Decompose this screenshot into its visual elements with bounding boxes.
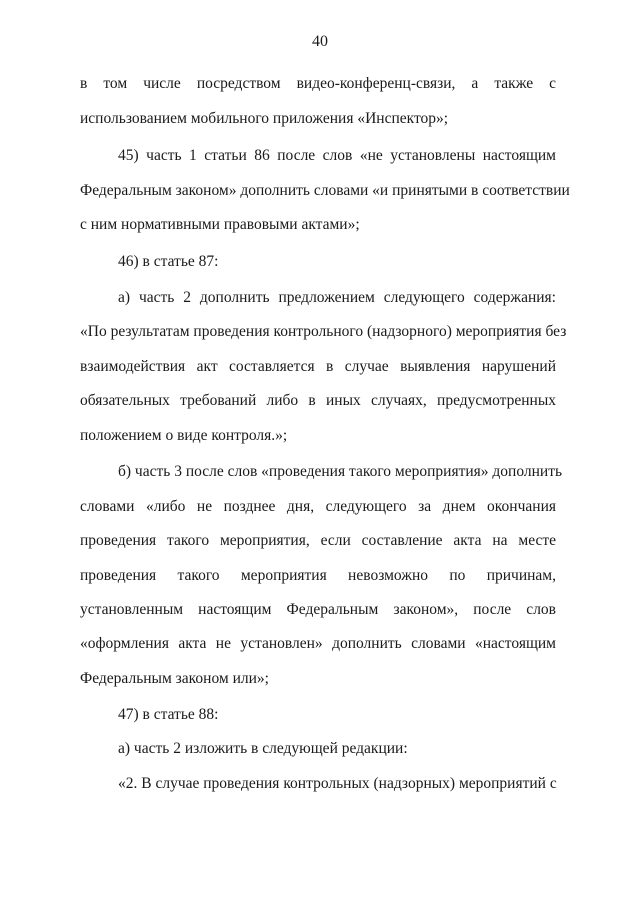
- text-line: с ним нормативными правовыми актами»;: [80, 216, 360, 233]
- text-line: установленным настоящим Федеральным законом», после слов: [80, 601, 556, 618]
- text-line: Федеральным законом» дополнить словами «и принятыми в соответствии: [80, 182, 570, 199]
- paragraph-start: «2. В случае проведения контрольных (надзорных) мероприятий с: [118, 775, 557, 792]
- paragraph-start: а) часть 2 дополнить предложением следующего содержания:: [118, 289, 556, 306]
- text-line: проведения такого мероприятия невозможно по причинам,: [80, 567, 556, 584]
- text-line: «оформления акта не установлен» дополнить словами «настоящим: [80, 635, 556, 652]
- paragraph-start: а) часть 2 изложить в следующей редакции:: [118, 740, 408, 757]
- paragraph-start: б) часть 3 после слов «проведения такого мероприятия» дополнить: [118, 463, 563, 480]
- page-number: 40: [312, 33, 328, 50]
- text-line: в том числе посредством видео-конференц-связи, а также с: [80, 75, 556, 92]
- paragraph-start: 46) в статье 87:: [118, 253, 219, 270]
- paragraph-start: 47) в статье 88:: [118, 706, 219, 723]
- text-line: Федеральным законом или»;: [80, 670, 269, 687]
- text-line: словами «либо не позднее дня, следующего за днем окончания: [80, 498, 556, 515]
- text-line: проведения такого мероприятия, если составление акта на месте: [80, 532, 556, 549]
- text-line: «По результатам проведения контрольного (надзорного) мероприятия без: [80, 323, 567, 340]
- text-line: взаимодействия акт составляется в случае выявления нарушений: [80, 358, 556, 375]
- paragraph-start: 45) часть 1 статьи 86 после слов «не установлены настоящим: [118, 147, 556, 164]
- text-line: использованием мобильного приложения «Инспектор»;: [80, 110, 449, 127]
- text-line: положением о виде контроля.»;: [80, 427, 288, 444]
- text-line: обязательных требований либо в иных случаях, предусмотренных: [80, 392, 556, 409]
